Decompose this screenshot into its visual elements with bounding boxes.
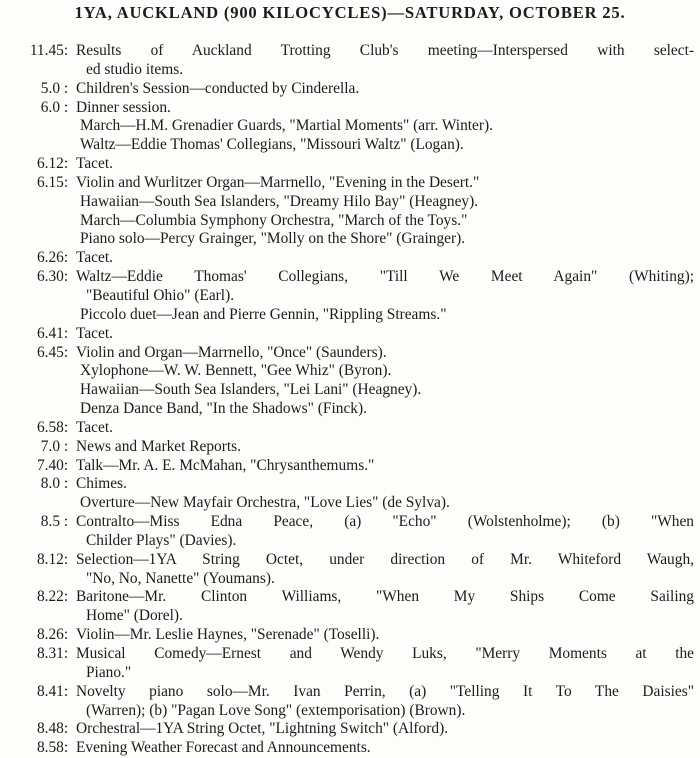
program-line: Violin and Organ—Marrnello, "Once" (Saunders). xyxy=(76,343,387,361)
program-description xyxy=(72,626,700,645)
program-time: 8.26: xyxy=(36,626,72,644)
program-description xyxy=(72,513,700,551)
program-entry xyxy=(0,645,700,683)
program-line: Violin and Wurlitzer Organ—Marrnello, "Evening in the Desert." xyxy=(76,173,480,191)
program-entry xyxy=(0,419,700,438)
program-line: Xylophone—W. W. Bennett, "Gee Whiz" (Byron). xyxy=(80,362,392,380)
program-time: 6.45: xyxy=(36,343,72,361)
program-description xyxy=(72,720,700,739)
program-time: 8.22: xyxy=(36,588,72,606)
program-entry xyxy=(0,99,700,156)
program-entry xyxy=(0,739,700,758)
program-line: Tacet. xyxy=(76,155,113,173)
program-line: Chimes. xyxy=(76,475,127,493)
program-line: Violin—Mr. Leslie Haynes, "Serenade" (Toselli). xyxy=(76,626,380,644)
program-line: Tacet. xyxy=(76,324,113,342)
program-line: Orchestral—1YA String Octet, "Lightning Switch" (Alford). xyxy=(76,720,449,738)
program-line: Piccolo duet—Jean and Pierre Gennin, "Rippling Streams." xyxy=(80,305,447,323)
program-time: 8.12: xyxy=(36,550,72,568)
program-line: Waltz—Eddie Thomas' Collegians, "Till We Meet Again" (Whiting); xyxy=(76,268,694,286)
program-entry xyxy=(0,588,700,626)
program-line: Evening Weather Forecast and Announcements. xyxy=(76,739,371,757)
program-entry xyxy=(0,513,700,551)
program-entry xyxy=(0,626,700,645)
program-entry xyxy=(0,174,700,249)
program-line: Waltz—Eddie Thomas' Collegians, "Missouri Waltz" (Logan). xyxy=(80,136,464,154)
program-time: 5.0 : xyxy=(40,79,72,97)
program-entry xyxy=(0,42,700,80)
program-description xyxy=(72,80,700,99)
program-description xyxy=(72,683,700,721)
program-line: Overture—New Mayfair Orchestra, "Love Lies" (de Sylva). xyxy=(80,494,450,512)
program-time: 8.58: xyxy=(36,739,72,757)
program-schedule xyxy=(0,42,700,758)
program-line: "No, No, Nanette" (Youmans). xyxy=(86,569,275,587)
program-time: 8.5 : xyxy=(40,513,72,531)
program-time: 6.58: xyxy=(36,418,72,436)
program-description xyxy=(72,174,700,249)
program-line: Piano solo—Percy Grainger, "Molly on the Shore" (Grainger). xyxy=(80,230,466,248)
station-heading: 1YA, AUCKLAND (900 KILOCYCLES)—SATURDAY, OCTOBER 25. xyxy=(74,3,626,22)
program-time: 8.41: xyxy=(36,682,72,700)
program-description xyxy=(72,419,700,438)
program-line: March—H.M. Grenadier Guards, "Martial Moments" (arr. Winter). xyxy=(80,117,493,135)
program-line: ed studio items. xyxy=(86,60,184,78)
program-line: Piano." xyxy=(86,663,132,681)
program-time: 6.12: xyxy=(36,155,72,173)
program-time: 6.26: xyxy=(36,249,72,267)
program-description xyxy=(72,42,700,80)
program-line: Contralto—Miss Edna Peace, (a) "Echo" (Wolstenholme); (b) "When xyxy=(76,513,694,531)
program-line: Childer Plays" (Davies). xyxy=(86,531,237,549)
program-line: "Beautiful Ohio" (Earl). xyxy=(86,286,235,304)
program-description xyxy=(72,457,700,476)
program-line: News and Market Reports. xyxy=(76,437,241,455)
program-description xyxy=(72,325,700,344)
program-description xyxy=(72,155,700,174)
program-time: 6.41: xyxy=(36,324,72,342)
program-description xyxy=(72,268,700,325)
program-description xyxy=(72,739,700,758)
program-entry xyxy=(0,268,700,325)
program-line: March—Columbia Symphony Orchestra, "March of the Toys." xyxy=(80,211,468,229)
program-description xyxy=(72,475,700,513)
program-description xyxy=(72,551,700,589)
program-time: 7.40: xyxy=(36,456,72,474)
program-time: 6.15: xyxy=(36,173,72,191)
program-description xyxy=(72,344,700,419)
program-line: Selection—1YA String Octet, under direction of Mr. Whiteford Waugh, xyxy=(76,550,694,568)
program-entry xyxy=(0,551,700,589)
program-description xyxy=(72,249,700,268)
program-line: Children's Session—conducted by Cinderella. xyxy=(76,79,360,97)
program-entry xyxy=(0,325,700,344)
program-time: 7.0 : xyxy=(40,437,72,455)
program-time: 6.30: xyxy=(36,268,72,286)
program-line: Musical Comedy—Ernest and Wendy Luks, "Merry Moments at the xyxy=(76,645,694,662)
program-entry xyxy=(0,438,700,457)
program-line: Tacet. xyxy=(76,249,113,267)
program-line: Novelty piano solo—Mr. Ivan Perrin, (a) "Telling It To The Daisies" xyxy=(76,682,694,700)
program-line: Hawaiian—South Sea Islanders, "Lei Lani" (Heagney). xyxy=(80,381,422,399)
program-time: 11.45: xyxy=(29,42,72,59)
program-time: 8.0 : xyxy=(40,475,72,493)
program-entry xyxy=(0,249,700,268)
program-description xyxy=(72,645,700,683)
program-line: Baritone—Mr. Clinton Williams, "When My Ships Come Sailing xyxy=(76,588,694,606)
program-entry xyxy=(0,683,700,721)
program-line: Hawaiian—South Sea Islanders, "Dreamy Hilo Bay" (Heagney). xyxy=(80,192,479,210)
program-entry xyxy=(0,720,700,739)
program-line: (Warren); (b) "Pagan Love Song" (extemporisation) (Brown). xyxy=(86,701,466,719)
program-line: Tacet. xyxy=(76,418,113,436)
program-description xyxy=(72,588,700,626)
program-description xyxy=(72,99,700,156)
program-line: Results of Auckland Trotting Club's meeting—Interspersed with select- xyxy=(76,42,694,59)
program-line: Dinner session. xyxy=(76,98,171,116)
program-line: Home" (Dorel). xyxy=(86,607,183,625)
program-description xyxy=(72,438,700,457)
program-entry xyxy=(0,80,700,99)
program-time: 6.0 : xyxy=(40,98,72,116)
program-time: 8.31: xyxy=(36,645,72,662)
program-entry xyxy=(0,475,700,513)
program-entry xyxy=(0,457,700,476)
program-line: Denza Dance Band, "In the Shadows" (Finck). xyxy=(80,400,367,418)
program-time: 8.48: xyxy=(36,720,72,738)
program-entry xyxy=(0,155,700,174)
program-line: Talk—Mr. A. E. McMahan, "Chrysanthemums." xyxy=(76,456,375,474)
program-entry xyxy=(0,344,700,419)
